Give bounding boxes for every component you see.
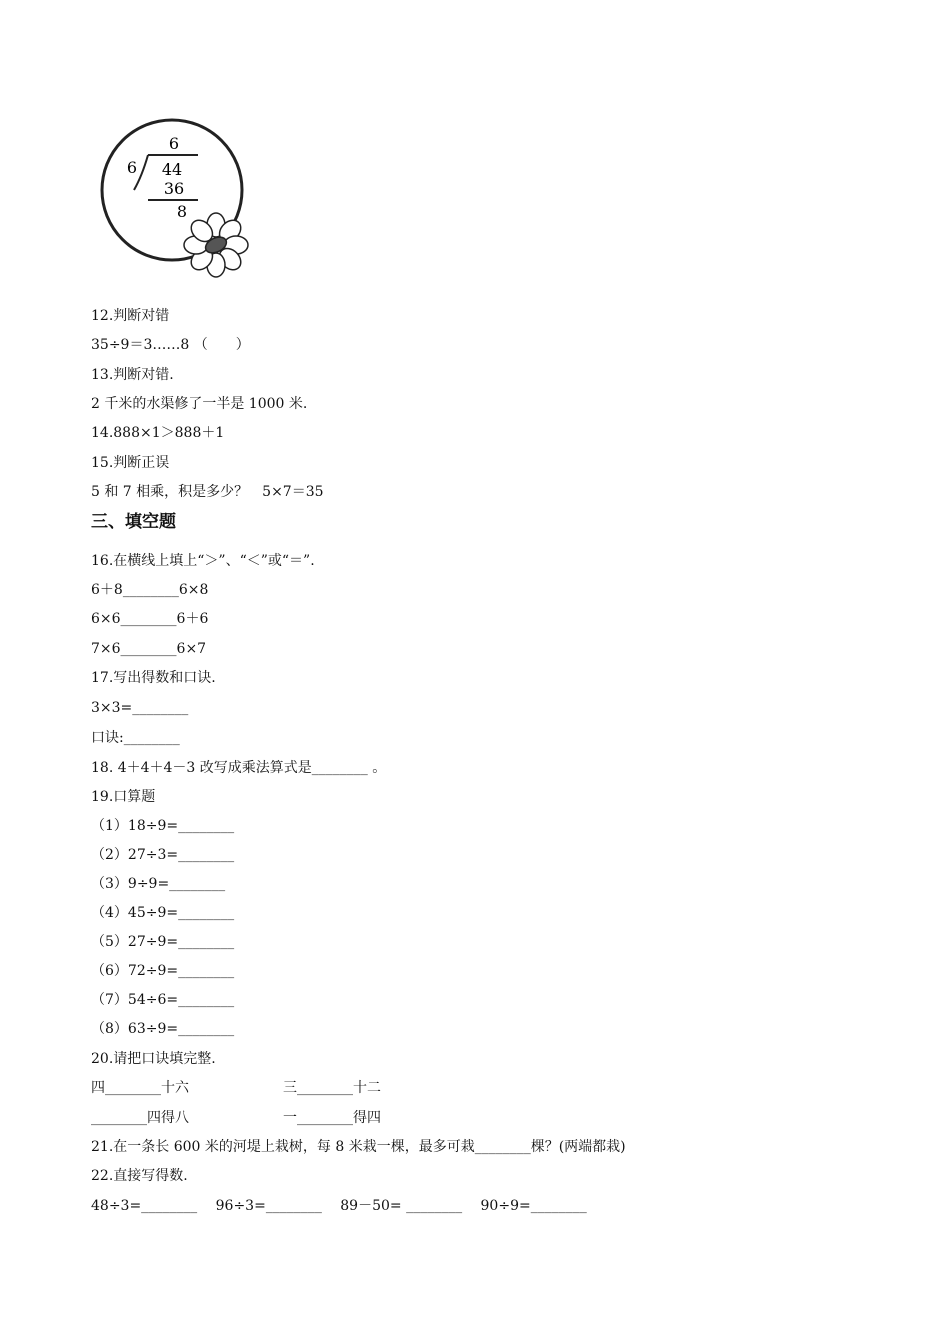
q19-item-4: （4）45÷9=________: [91, 905, 235, 921]
q15-title: 15.判断正误: [91, 455, 170, 471]
q20-item-a: 四________十六: [91, 1080, 189, 1096]
figure-quotient: 6: [168, 134, 180, 153]
q19-title: 19.口算题: [91, 789, 156, 805]
q17-title: 17.写出得数和口诀.: [91, 670, 216, 686]
q16-item-b: 6×6________6＋6: [91, 611, 209, 627]
q19-item-8: （8）63÷9=________: [91, 1021, 235, 1037]
figure-divisor: 6: [126, 158, 138, 177]
q16-item-c: 7×6________6×7: [91, 641, 207, 657]
q13-title: 13.判断对错.: [91, 367, 174, 383]
q20-item-c: ________四得八: [91, 1110, 189, 1126]
q12-title: 12.判断对错: [91, 308, 170, 324]
q22-title: 22.直接写得数.: [91, 1168, 188, 1184]
section-heading-3: 三、填空题: [91, 512, 176, 532]
q17-item-b: 口诀:________: [91, 730, 180, 746]
q19-item-1: （1）18÷9=________: [91, 818, 235, 834]
q19-item-2: （2）27÷3=________: [91, 847, 235, 863]
q15-body: 5 和 7 相乘，积是多少？ 5×7＝35: [91, 484, 324, 500]
q19-item-3: （3）9÷9=________: [91, 876, 226, 892]
q20-title: 20.请把口诀填完整.: [91, 1051, 216, 1067]
division-figure: [96, 118, 256, 283]
q19-item-6: （6）72÷9=________: [91, 963, 235, 979]
flower-icon: [184, 213, 248, 277]
q14: 14.888×1＞888＋1: [91, 425, 225, 441]
q21: 21.在一条长 600 米的河堤上栽树，每 8 米栽一棵，最多可栽________棵？(两端都栽): [91, 1139, 626, 1155]
q20-item-b: 三________十二: [283, 1080, 381, 1096]
q16-item-a: 6＋8________6×8: [91, 582, 209, 598]
q17-item-a: 3×3=________: [91, 700, 189, 716]
q19-item-7: （7）54÷6=________: [91, 992, 235, 1008]
q12-body: 35÷9＝3……8 （ ）: [91, 337, 250, 353]
q13-body: 2 千米的水渠修了一半是 1000 米.: [91, 396, 308, 412]
q18: 18. 4＋4＋4－3 改写成乘法算式是________ 。: [91, 760, 387, 776]
q16-title: 16.在横线上填上“＞”、“＜”或“＝”.: [91, 553, 315, 569]
figure-remainder: 8: [176, 202, 188, 221]
q19-item-5: （5）27÷9=________: [91, 934, 235, 950]
figure-product: 36: [163, 179, 185, 198]
q22-body: 48÷3=________ 96÷3=________ 89－50= ________ 90÷9=________: [91, 1198, 587, 1214]
q20-item-d: 一________得四: [283, 1110, 381, 1126]
figure-dividend: 44: [161, 160, 183, 179]
